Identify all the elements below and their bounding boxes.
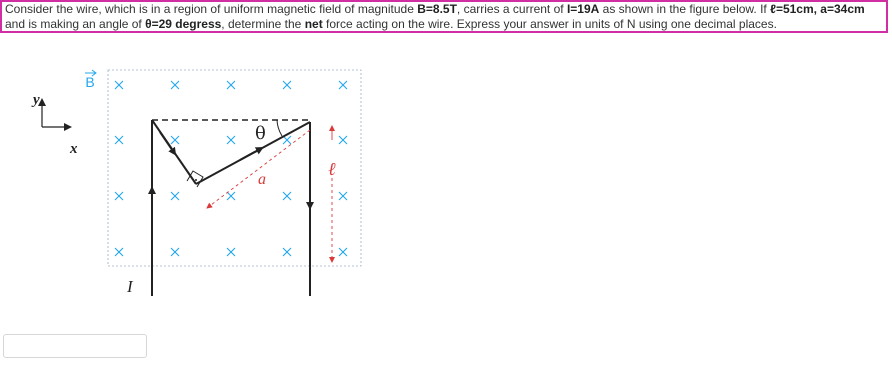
field-cross-icon	[339, 192, 347, 200]
question-text-part: , carries a current of	[456, 2, 567, 16]
current-value: I=19A	[566, 2, 600, 16]
field-cross-icon	[339, 248, 347, 256]
field-cross-icon	[283, 192, 291, 200]
length-values: ℓ=51cm, a=34cm	[770, 2, 865, 16]
field-cross-icon	[339, 81, 347, 89]
wire	[152, 120, 310, 296]
field-cross-icon	[115, 136, 123, 144]
question-text-part: , determine the	[221, 17, 305, 31]
svg-text:B: B	[85, 74, 95, 90]
field-magnitude: B=8.5T	[417, 2, 457, 16]
field-cross-icon	[283, 81, 291, 89]
answer-input[interactable]	[3, 334, 147, 358]
field-cross-icon	[171, 192, 179, 200]
field-cross-icon	[227, 81, 235, 89]
field-cross-icon	[115, 248, 123, 256]
question-text-part: force acting on the wire. Express your answer in units of N using one decimal places.	[322, 17, 777, 31]
field-cross-icon	[115, 192, 123, 200]
field-cross-icon	[227, 248, 235, 256]
angle-value: θ=29 degress	[145, 17, 222, 31]
field-region	[108, 70, 361, 266]
question-text-part: as shown in the figure below. If	[599, 2, 771, 16]
question-intro: Consider the wire, which is in a region of uniform magnetic field of magnitude	[5, 2, 418, 16]
field-cross-icon	[227, 192, 235, 200]
axes-icon	[31, 92, 78, 157]
axis-y-label: y	[33, 92, 40, 108]
field-cross-icon	[171, 81, 179, 89]
a-label: a	[258, 171, 266, 188]
theta-label: θ	[255, 123, 266, 144]
field-cross-icon	[171, 136, 179, 144]
ell-label: ℓ	[328, 159, 336, 180]
field-label	[85, 70, 96, 90]
field-cross-icon	[283, 248, 291, 256]
field-cross-icon	[171, 248, 179, 256]
net-word: net	[304, 17, 323, 31]
axis-x-label: x	[70, 141, 78, 157]
field-crosses	[115, 81, 347, 256]
field-cross-icon	[227, 136, 235, 144]
angle-arc	[277, 120, 282, 136]
field-cross-icon	[339, 136, 347, 144]
question-text-part: and is making an angle of	[5, 17, 146, 31]
current-label: I	[127, 277, 133, 296]
field-cross-icon	[115, 81, 123, 89]
field-cross-icon	[283, 136, 291, 144]
ell-dimension	[328, 126, 336, 262]
